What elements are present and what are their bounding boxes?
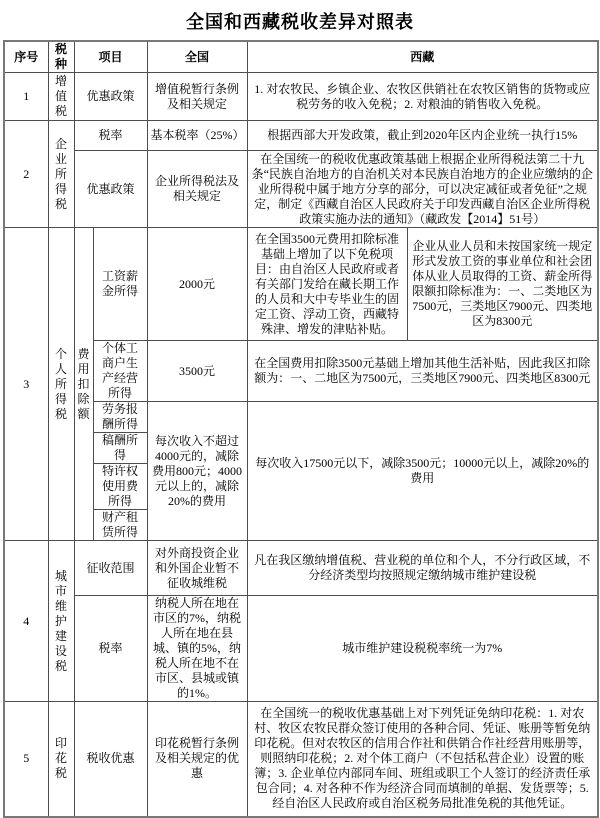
table-row	[4, 121, 598, 151]
cmt-tax-label: 城市维护建设税	[55, 568, 68, 673]
cell-cmt-rate-national: 纳税人所在地在市区的7%，纳税人所在地在县城、镇的5%，纳税人所在地不在市区、县城或镇的1%。	[147, 596, 247, 702]
cell-cit-rate-tibet: 根据西部大开发政策，截止到2020年区内企业统一执行15%	[247, 121, 598, 151]
table-row	[4, 402, 598, 433]
cell-cmt-tax	[48, 541, 74, 702]
vat-tax-label: 增值税	[55, 74, 68, 118]
cell-iit-no: 3	[4, 228, 48, 541]
iit-group-label: 费用扣除额	[77, 346, 90, 421]
cell-stamp-no: 5	[4, 702, 48, 817]
cell-cmt-no: 4	[4, 541, 48, 702]
cell-iit-tax	[48, 228, 74, 541]
cell-stamp-tibet: 在全国统一的税收优惠基础上对下列凭证免纳印花税：1. 对农村、牧区农牧民群众签订使用的各种合同、凭证、账册等暂免纳印花税。但对农牧区的信用合作社和供销合作社经营用账册等，则照纳印花税；2. 对个体工商户（不包括私营企业）设置的账簿；3. 企业单位内部同车间、班组或职工个人签订的经济责任承包合同；4. 对各种不作为经济合同而填制的单据、发货票等；5. 经自治区人民政府或自治区税务局批准免税的其他凭证。	[247, 702, 598, 817]
cell-stamp-item: 税收优惠	[74, 702, 147, 817]
page-title: 全国和西藏税收差异对照表	[186, 12, 414, 32]
cell-iit-wage-tibet-left: 在全国3500元费用扣除标准基础上增加了以下免税项目：由自治区人民政府或者有关部门发给在藏长期工作的人员和大中专毕业生的固定工资、浮动工资，西藏特殊津、增发的津贴补贴。	[247, 228, 407, 341]
cell-cit-rate-national: 基本税率（25%）	[147, 121, 247, 151]
cell-stamp-national: 印花税暂行条例及相关规定的优惠	[147, 702, 247, 817]
cell-iit-other-item-4: 财产租赁所得	[93, 510, 147, 541]
cell-iit-business-national: 3500元	[147, 341, 247, 402]
cell-iit-business-item: 个体工商户生产经营所得	[93, 341, 147, 402]
cell-iit-business-tibet: 在全国费用扣除3500元基础上增加其他生活补贴，因此我区扣除额为：一、二地区为7500元，三类地区7900元、四类地区8300元	[247, 341, 598, 402]
cell-cit-policy-national: 企业所得税法及相关规定	[147, 151, 247, 228]
table-row	[4, 702, 598, 817]
cell-cit-policy-item: 优惠政策	[74, 151, 147, 228]
table-row	[4, 541, 598, 596]
header-tax: 税种	[48, 41, 74, 73]
header-no: 序号	[4, 41, 48, 73]
stamp-tax-label: 印花税	[55, 736, 68, 781]
table-header-row	[4, 41, 598, 73]
tax-comparison-table	[3, 40, 599, 818]
cell-vat-item: 优惠政策	[74, 73, 147, 121]
cell-iit-wage-item: 工资薪金所得	[93, 228, 147, 341]
cell-cmt-scope-item: 征收范围	[74, 541, 147, 596]
table-row	[4, 228, 598, 341]
table-row	[4, 73, 598, 121]
cell-iit-wage-national: 2000元	[147, 228, 247, 341]
cell-cmt-scope-national: 对外商投资企业和外国企业暂不征收城维税	[147, 541, 247, 596]
table-row	[4, 596, 598, 702]
cell-cit-tax	[48, 121, 74, 228]
header-tibet: 西藏	[247, 41, 598, 73]
cell-iit-other-tibet: 每次收入17500元以下，减除3500元；10000元以上，减除20%的费用	[247, 402, 598, 541]
cell-cmt-scope-tibet: 凡在我区缴纳增值税、营业税的单位和个人，不分行政区域，不分经济类型均按照规定缴纳城市维护建设税	[247, 541, 598, 596]
cell-vat-national: 增值税暂行条例及相关规定	[147, 73, 247, 121]
cell-iit-other-item-1: 劳务报酬所得	[93, 402, 147, 433]
iit-tax-label: 个人所得税	[55, 346, 68, 421]
cell-iit-wage-tibet-right: 企业从业人员和未按国家统一规定形式发放工资的事业单位和社会团体从业人员取得的工资、薪金所得限额扣除标准为：一、二类地区为7500元，三类地区7900元、四类地区为8300元	[407, 228, 598, 341]
cell-cit-no: 2	[4, 121, 48, 228]
cell-iit-other-item-3: 特许权使用费所得	[93, 464, 147, 510]
cell-cmt-rate-tibet: 城市维护建设税税率统一为7%	[247, 596, 598, 702]
cell-iit-group	[74, 228, 93, 541]
table-row	[4, 341, 598, 402]
header-item: 项目	[74, 41, 147, 73]
cell-vat-tax	[48, 73, 74, 121]
cell-vat-no: 1	[4, 73, 48, 121]
cell-iit-other-item-2: 稿酬所得	[93, 433, 147, 464]
cell-vat-tibet: 1. 对农牧民、乡镇企业、农牧区供销社在农牧区销售的货物或应税劳务的收入免税；2. 对粮油的销售收入免税。	[247, 73, 598, 121]
header-national: 全国	[147, 41, 247, 73]
cell-cit-rate-item: 税率	[74, 121, 147, 151]
table-row	[4, 151, 598, 228]
cell-iit-other-national: 每次收入不超过4000元的，减除费用800元；4000元以上的，减除20%的费用	[147, 402, 247, 541]
cell-stamp-tax	[48, 702, 74, 817]
cit-tax-label: 企业所得税	[55, 136, 68, 211]
cell-cmt-rate-item: 税率	[74, 596, 147, 702]
cell-cit-policy-tibet: 在全国统一的税收优惠政策基础上根据企业所得税法第二十九条“民族自治地方的自治机关对本民族自治地方的企业应缴纳的企业所得税中属于地方分享的部分，可以决定减征或者免征”之规定，制定《西藏自治区人民政府关于印发西藏自治区企业所得税政策实施办法的通知》（藏政发【2014】51号）	[247, 151, 598, 228]
